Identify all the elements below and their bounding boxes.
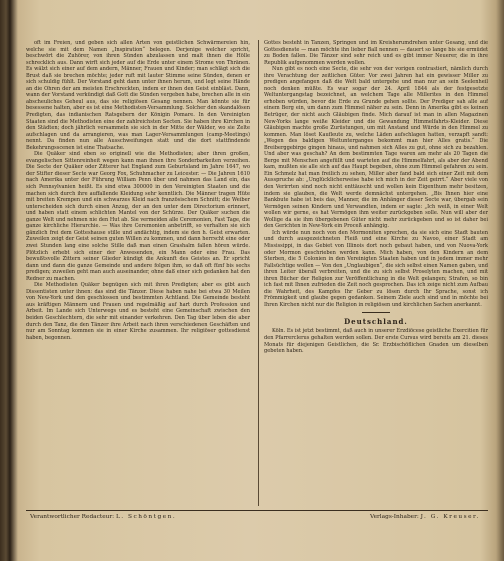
editor-credit (30, 513, 176, 521)
left-paragraph-3: Die Methodisten Quäker begnügen sich mit ihren Predigten; aber es gibt auch Dissentisten unter ihnen: das sind die Tänzer. Diese haben nahe bei etwa 30 Meilen von New-York und den geschlossen und bestimmten Achtland. Die Gemeinde besteht aus kräftigen Männern und Frauen und regelmäßig auf hart durch Profession und Arbeit. Im Lande sich Unterwegs und es besteht eine Gemeinschaft zwischen den beiden Geschlechtern, die sehr mit einander verkehren. Den Tag über leben die aber durch den Tanz, die den Tänzer ihre Arbeit nach ihren verschiedenen Geschäften und nur am Sonntag kommen sie in einer Kirche zusammen. Ihr religiöser gottesdienst haben, begonnen. (26, 282, 250, 341)
right-paragraph-1: Gottes besteht in Tanzen, Springen und im Kreisherumdrehen unter Gesang, und die Gottesdienste — man möchte ihn lieber Ball nennen — dauert so lange bis sie ermüdet zu Boden fallen. Die Tänzer sind sehr reich und es gibt immer Neuerer, die in ihre Republik aufgenommen werden wollen. (264, 40, 488, 66)
newspaper-page (22, 40, 496, 518)
publisher-label: Verlags-Inhaber: (369, 514, 419, 520)
right-column (264, 40, 488, 502)
news-item-koeln: Köln. Es ist jetzt bestimmt, daß auch in unserer Erzdiöcese geistliche Exercitien für den Pfarrerclerus gehalten werden sollen. Der erste Cursus wird bereits am 21. dieses Monats für diejenigen Geistlichen, die Sr. Erzbischöflichen Gnaden um dieselben gebeten haben. (264, 328, 488, 355)
publisher-credit (370, 513, 480, 521)
section-separator (362, 312, 390, 313)
right-paragraph-2: Nun gibt es noch eine Secte, die sehr von der vorigen contrastiert, nämlich durch ihre Verachtung der zeitlichen Güter. Vor zwei Jahren hat ein gewisser Miller zu predigen angefangen daß die Welt bald untergehe und man nur an sein Seelenheil noch denken müßte. Es war sogar der 24. April 1844 als der festgesetzte Weltuntergangstag bezeichnet, an welchem Tage alle Millerites in den Himmel erhoben würden, bevor die Erde zu Grunde gehen sollte. Der Prediger sah alle auf einem Berg ein, um dann zum Himmel näher zu sein. Denn in Amerika gibt es keinen Betrüger, der nicht auch Gläubigen finde. Mich darauf ist man in allen Magazinen New-Yorks lange weiße Kleider und die Gewandung Himmelfahrts-Kleider. Diese Gläubigen machte große Zurüstungen, um mit Anstand und Würde in den Himmel zu kommen. Man löset Kaufleute zu, welche Läden aufschlagen hatten, verzapft sandt: „Wegen des baldigen Weltunterganges bekommt man hier Alles gratis.“ Die Breiberggebirge gingen hinaus, und nahmen sich Alles zu gut, ohne sich zu bezahlen. Und aber was geschah? An dem bestimmten Tage waren am mehr als 20 Tagen die Berge mit Menschen angefüllt und warteten auf die Himmelfahrt, als aber der Abend kam, mußten sie alle sich auf das Haupt begeben, ohne zum Himmel gefahren zu sein. Ein Schmelz hat man freilich zu sehen, Miller aber fand bald sich einer Zeit mit dem Ausspruche ab: „Unglücklicherweise habe ich mich in der Zeit geirrt.“ Aber viele von den Verirrten sind noch nicht enttäuscht und wollen kein Eigenthum mehr besitzen, indem sie glauben, die Welt werde demnächst untergehen. „Bis Ihnen hier eine Bankbute habe ist beis das, Manner, die im Anhänger dieser Secte war, übergab sein Vermögen seinen Kindern und Verwandten, indem er sagte: „Ich weiß, in einer Welt wollen wir gerne, es hat Vermögen ihm weiter zurückgeben solle. Nun will aber der Wollige da sie ihm übergebenen Güter nicht mehr zurückgeben und so ist daher bei den Gerichten in New-York ein Proceß anhängig. (264, 66, 488, 230)
imprint-footer (26, 513, 488, 523)
left-paragraph-1: oft im Freien, und geben sich allen Arten von geistlichen Schwärmereien hin, welche sie mit dem Namen „Inspiration“ belegen. Derjenige welcher spricht, beschwört die Zuhörer, von ihren Sünden abzulassen und malt ihnen die Hölle schrecklich aus. Dann wirft sich jeder auf die Erde unter einem Strome von Thränen. Es wälzt sich einer auf dem andern, Männer, Frauen und Kinder; man schlägt sich die Brust daß sie brechen möchte; jeder ruft mit lauter Stimme seine Sünden, denen er sich schuldig fühlt. Der Vorstand geht dann unter ihnen herum, und legt seine Hände an die Ohren der am meisten Erschreckten, indem er ihnen den Geist einbläst. Dann, wann der Vorstand verkündigt daß Gott die Sünden vergeben habe, brechen alle in ein abscheuliches Geheul aus, das sie religiösen Gesang nennen. Man könnte sie für besessene halten, aber es ist eine Methodisten-Versammlung. Solcher den skandalösen Predigten, das indianischen Ratsgebern der Königin Pomare. In den Vereinigten Staaten sind die Methodisten eine der zahlreichsten Secten. Sie haben ihre Kirchen in den Städten; doch jährlich versammeln sie sich in der Mitte der Wälder, wo sie Zelte aufschlagen und da arrangieren, was man Lager-Versammlungen (camp-Meetings) nennt. Da finden nun alle Ausschweifungen statt und die dort stattfindende Bekehrungsscenen ist eine Thatsache. (26, 40, 250, 151)
section-heading: Deutschland. (344, 317, 408, 327)
footer-divider (26, 510, 488, 511)
left-paragraph-2: Die Quäker sind eben so originell wie die Methodisten; aber ihren großen, evangelischen Sittenreinheit wegen kann man ihnen ihre Sonderbarkeiten verzeihen. Die Secte der Quäker oder Zitterer hat England zum Geburtsland im Jahre 1647, wo der Stifter dieser Secte war Georg Fox, Schuhmacher zu Leicester. — Die Jahren 1610 nach Amerika unter der Führung William Penn über und nahmen das Land ein, das sich Pennsylvanien heißt. Es sind etwa 300000 in den Vereinigten Staaten und die machen sich durch ihre auffallende Kleidung sehr kenntlich. Die Männer tragen Hüte mit breiten Krempen und ein schwarzes Kleid nach französischem Schnitt; die Weiber unterscheiden sich durch einen Anzug, der an den unter dem Directorium erinnert, und haben statt einem schlichten Mantel von der Schürze. Der Quäker suchen die ganze Welt und nehmen nie den Hut ab. Sie vermeiden alle Ceremonien, Fast Tage, die ganze kirchliche Hierarchie. — Was ihre Ceremonien anbetrifft, so verhalten sie sich gänzlich frei dem Gotteshause stille und andächtig, indem sie den h. Geist erwarten. Zuweilen zeigt der Geist seinen guten Willen zu kommen, und dann herrscht eine oder zwei Stunden lang eine solche Stille daß man einen Grashalm fallen hören würde. Plötzlich erhebt sich einer der Anwesenden, ein Mann oder eine Frau. Das bewußtsvolle Zittern seiner Glieder kündigt die Ankunft des Geistes an. Er spricht dann und dann die ganze Gemeinde und andere folgen ihm, so daß oft fünf bis sechs predigen; zuweilen geht man auch auseinander, ohne daß einer sich gedanken hat den Redner zu machen. (26, 151, 250, 282)
left-column (26, 40, 250, 502)
publisher-name: J. G. Kreuser. (420, 514, 480, 520)
editor-label: Verantwortlicher Redacteur: (30, 514, 115, 520)
column-divider (258, 40, 259, 506)
editor-name: L. Schöntgen. (115, 514, 177, 520)
right-paragraph-3: Ich würde nun noch von den Mormoniten sprechen, da sie sich eine Stadt bauten und durch ausgezeichneten Fleiß und eine Kirche zu Navoo, einer Stadt am Mississippi, in das Gebiet von Illinois dort noch gebaut haben, und von Nuova-York oder Mormon geschrieben werden kann. Mich haben, von den Kindern an dem Sterben, die 5 Colonien in den Vereinigten Staaten haben und in jedem immer mehr Fallsüchtige wollen — Von den „Unglaubigen“, die sich selbst einen Namen gaben, und ihren Leiter überall verbreiten, und die zu sich selbst Proselyten machen, und mit ihren Bücher der Religion zur Veröffentlichung in die Welt gelangen; Strafen, so bin ich fast mit Ihnen zufrieden die Zeit noch gesprochen. Das ich zeige nicht zum Aufbau die Wahrheit, des Kampfes Ihr Geber zu lösen durch Ihr Sprache, sonst ich Frömmigkeit und glaube gegen gedanken. Seinem Ziele auch sind und in möchte bei Ihren Kirchen nicht nur die Religion in religiösen und kirchlichen Sachen anerkannt. (264, 229, 488, 308)
